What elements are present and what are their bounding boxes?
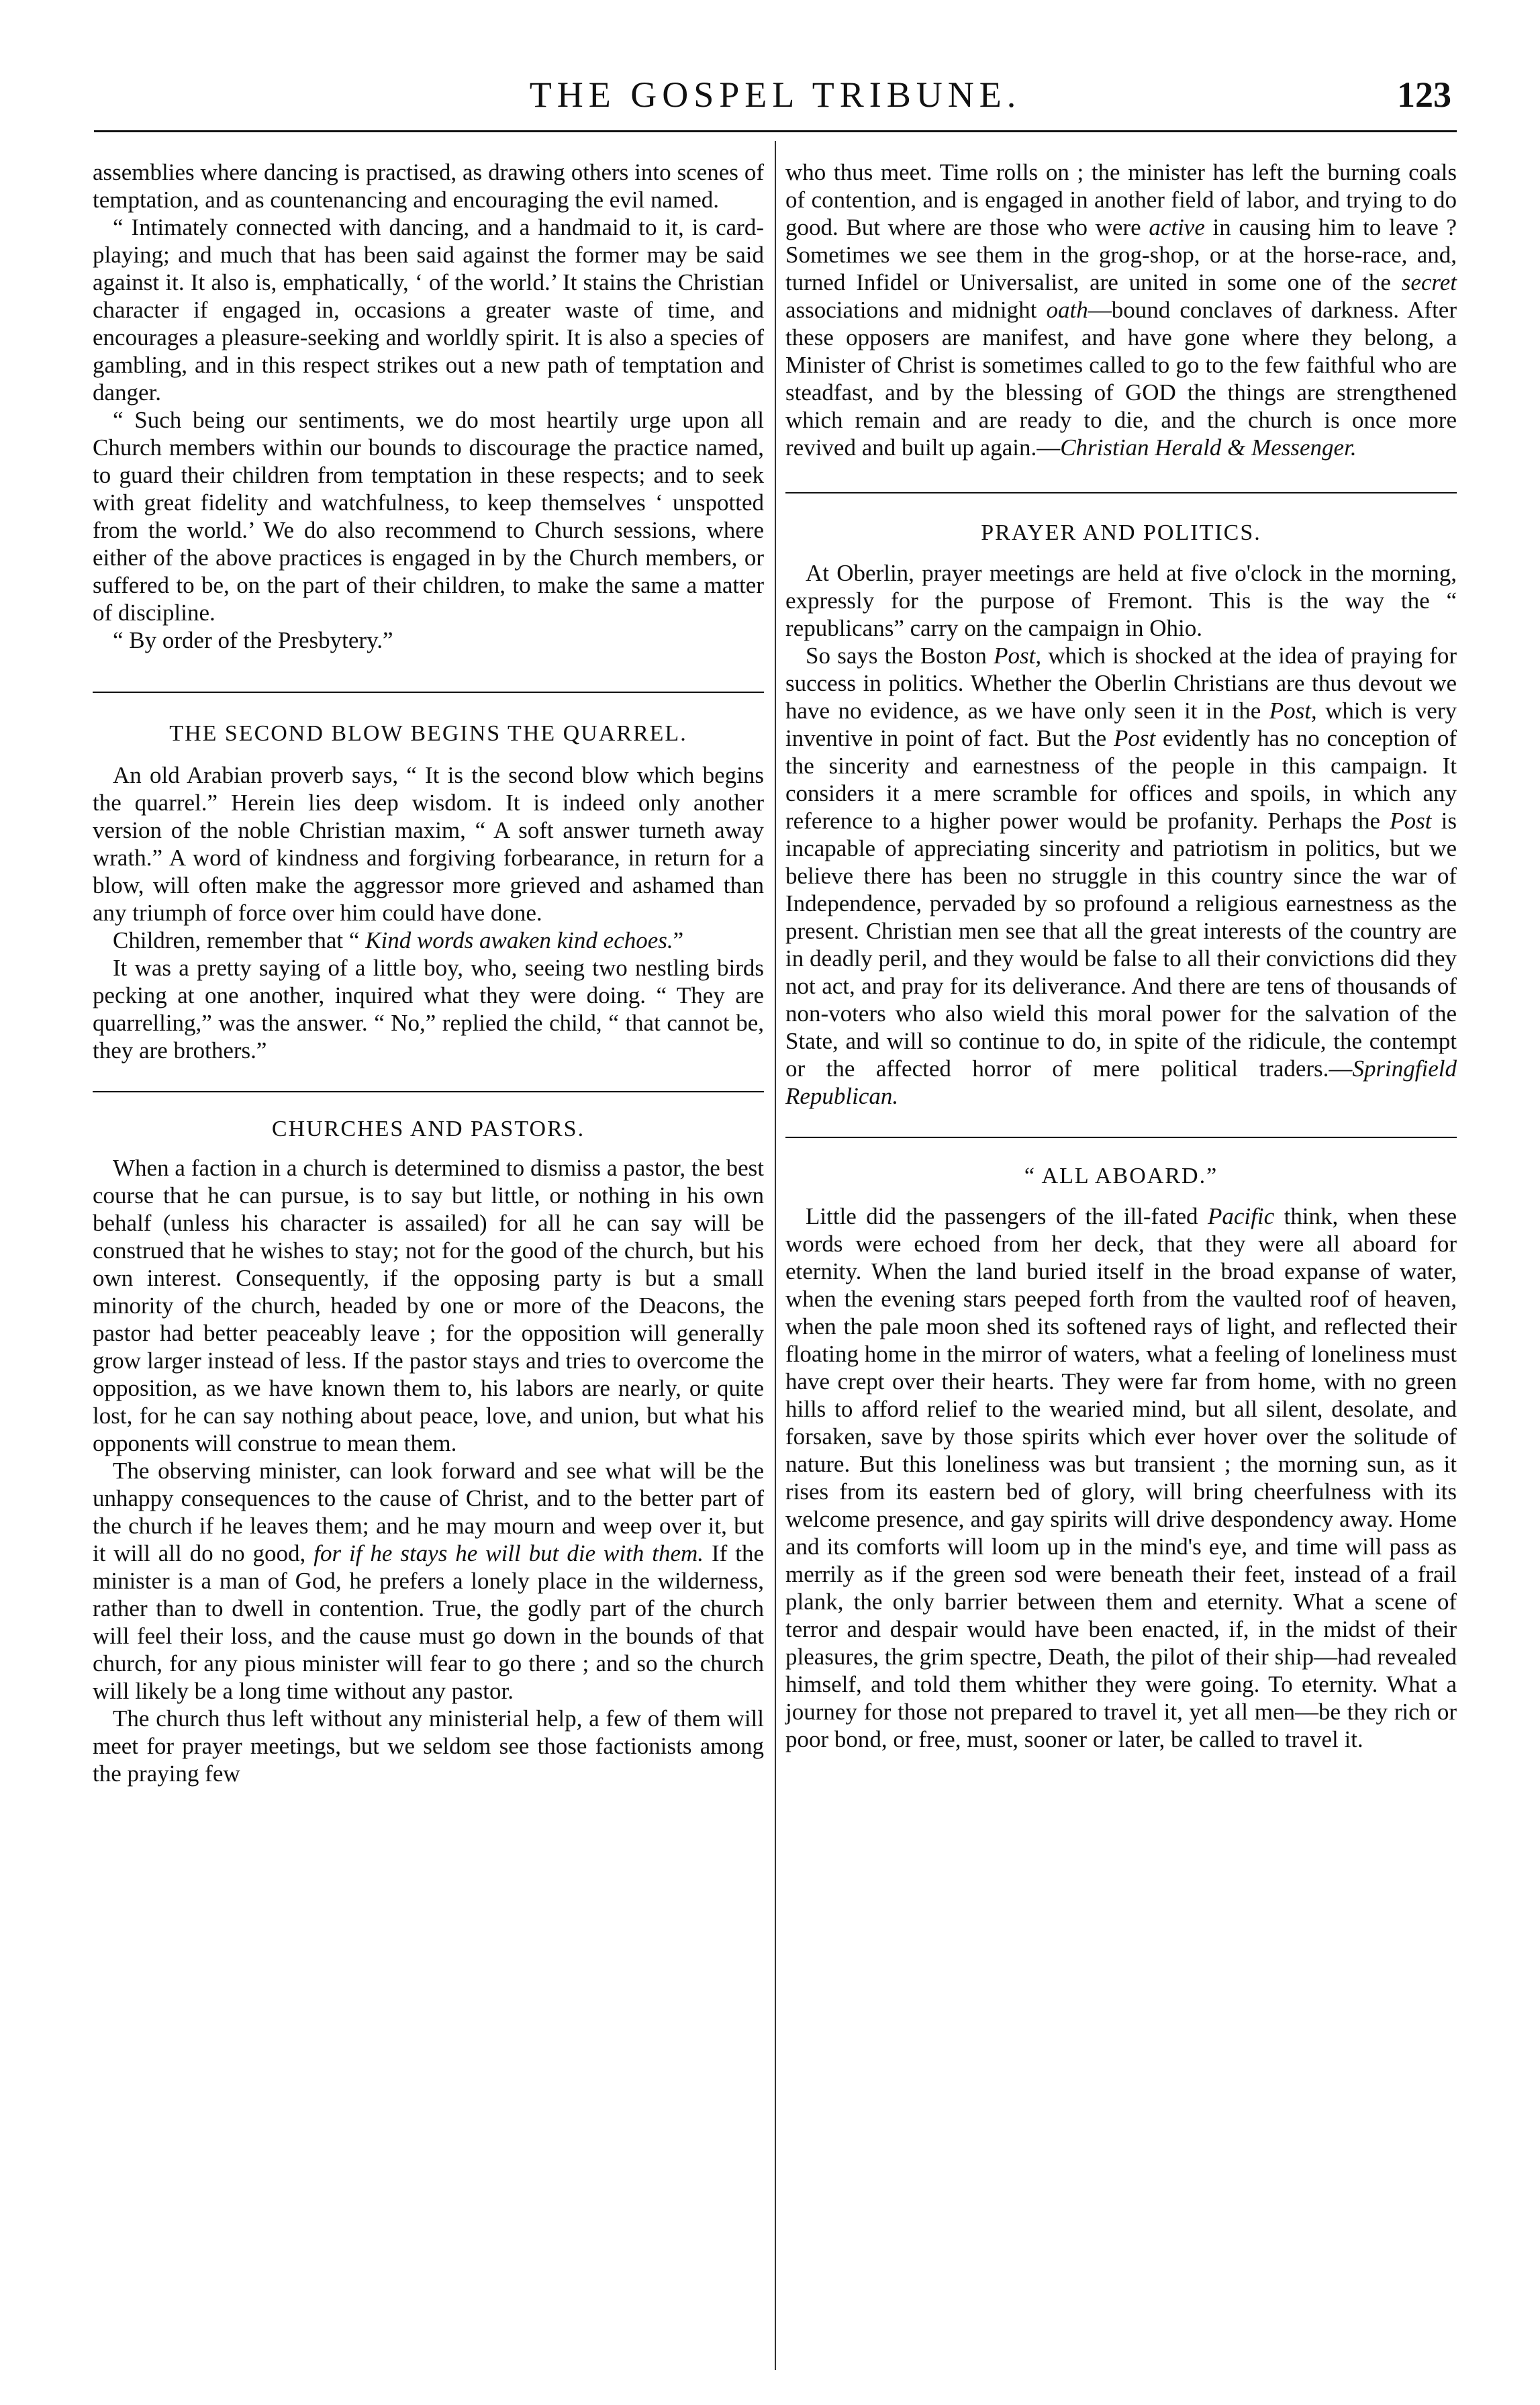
page-number: 123 — [1397, 75, 1451, 115]
running-title: THE GOSPEL TRIBUNE. — [529, 75, 1022, 115]
article-paragraph: An old Arabian proverb says, “ It is the second blow which begins the quarrel.” Herein lies deep wisdom. It is indeed only another version of the noble Christian maxim, “ A soft answer turneth away wrath.” A word of kindness and forgiving forbearance, in return for a blow, will often make the aggressor more grieved and ashamed than any triumph of force over him could have done. — [93, 762, 764, 926]
article-paragraph: So says the Boston Post, which is shocked at the idea of praying for success in politics. Whether the Oberlin Christians are thus devout we have no evidence, as we have only seen it in the Post, which is very inventive in point of fact. But the Post evidently has no conception of the sincerity and earnestness of the people in this campaign. It considers it a mere scramble for offices and spoils, in which any reference to a higher power would be profanity. Perhaps the Post is incapable of appreciating sincerity and patriotism in politics, but we believe there has been no struggle in this country since the war of Independence, pervaded by so profound a religious earnestness as the present. Christian men see that all the great interests of the country are in deadly peril, and they would be false to all their convictions did they not act, and pray for its deliverance. And there are tens of thousands of non-voters who also wield this moral power for the salvation of the State, and will so continue to do, in spite of the ridicule, the contempt or the affected horror of mere political traders.—Springfield Republican. — [785, 643, 1457, 1109]
running-header — [94, 64, 1457, 125]
article-paragraph: It was a pretty saying of a little boy, who, seeing two nestling birds pecking at one another, inquired what they were doing. “ They are quarrelling,” was the answer. “ No,” replied the child, “ that cannot be, they are brothers.” — [93, 955, 764, 1064]
article-paragraph: assemblies where dancing is practised, as drawing others into scenes of temptation, and as countenancing and encouraging the evil named. — [93, 159, 764, 213]
section-rule — [93, 1091, 764, 1092]
article-paragraph: “ Intimately connected with dancing, and a handmaid to it, is card-playing; and much that has been said against the former may be said against it. It also is, emphatically, ‘ of the world.’ It stains the Christian character if engaged in, occasions a greater waste of time, and encourages a pleasure-seeking and worldly spirit. It is also a species of gambling, and in this respect strikes out a new path of temptation and danger. — [93, 214, 764, 406]
article-paragraph: Children, remember that “ Kind words awaken kind echoes.” — [113, 927, 684, 953]
section-rule — [785, 1137, 1457, 1138]
article-paragraph: The church thus left without any ministerial help, a few of them will meet for prayer meetings, but we seldom see those factionists among the praying few — [93, 1705, 764, 1787]
article-paragraph: At Oberlin, prayer meetings are held at five o'clock in the morning, expressly for the purpose of Fremont. This is the way the “ republicans” carry on the campaign in Ohio. — [785, 560, 1457, 641]
section-rule — [93, 692, 764, 693]
article-signoff: “ By order of the Presbytery.” — [113, 627, 393, 653]
column-divider — [775, 141, 776, 2370]
article-paragraph: Little did the passengers of the ill-fated Pacific think, when these words were echoed from her deck, that they were all aboard for eternity. When the land buried itself in the broad expanse of water, when the evening stars peeped forth from the vaulted roof of heaven, when the pale moon shed its softened rays of light, and reflected their floating home in the mirror of waters, what a feeling of loneliness must have crept over their hearts. They were far from home, with no green hills to afford relief to the wearied mind, but all silent, desolate, and forsaken, save by those spirits which ever hover over the solitude of nature. But this loneliness was but transient ; the morning sun, as it rises from its eastern bed of glory, will bring cheerfulness with its welcome presence, and gay spirits will drive despondency away. Home and its comforts will loom up in the mind's eye, and time will pass as merrily as if the green sod were beneath their feet, instead of a frail plank, the only barrier between them and eternity. What a scene of terror and despair would have been enacted, if, in the midst of their pleasures, the grim spectre, Death, the pilot of their ship—had revealed himself, and told them whither they were going. To eternity. What a journey for those not prepared to travel it, yet all men—be they rich or poor bond, or free, must, sooner or later, be called to travel it. — [785, 1203, 1457, 1752]
left-column — [93, 145, 764, 1787]
section-heading: THE SECOND BLOW BEGINS THE QUARREL. — [169, 721, 687, 746]
section-heading: “ ALL ABOARD.” — [1024, 1164, 1218, 1188]
article-paragraph: The observing minister, can look forward and see what will be the unhappy consequences to the cause of Christ, and to the better part of the church if he leaves them; and he may mourn and weep over it, but it will all do no good, for if he stays he will but die with them. If the minister is a man of God, he prefers a lonely place in the wilderness, rather than to dwell in contention. True, the godly part of the church will feel their loss, and the cause must go down in the bounds of that church, for any pious minister will fear to go there ; and so the church will likely be a long time without any pastor. — [93, 1458, 764, 1704]
right-column — [785, 145, 1457, 1753]
article-paragraph: “ Such being our sentiments, we do most heartily urge upon all Church members within our bounds to discourage the practice named, to guard their children from temptation in these respects; and to seek with great fidelity and watchfulness, to keep themselves ‘ unspotted from the world.’ We do also recommend to Church sessions, where either of the above practices is engaged in by the Church members, or suffered to be, on the part of their children, to make the same a matter of discipline. — [93, 407, 764, 626]
section-rule — [785, 492, 1457, 493]
article-paragraph: who thus meet. Time rolls on ; the minister has left the burning coals of contention, and is engaged in another field of labor, and trying to do good. But where are those who were active in causing him to leave ? Sometimes we see them in the grog-shop, or at the horse-race, and, turned Infidel or Universalist, are united in some one of the secret associations and midnight oath—bound conclaves of darkness. After these opposers are manifest, and have gone where they belong, a Minister of Christ is sometimes called to go to the few faithful who are steadfast, and by the blessing of GOD the things are strengthened which remain and are ready to die, and the church is once more revived and built up again.—Christian Herald & Messenger. — [785, 159, 1457, 461]
article-paragraph: When a faction in a church is determined to dismiss a pastor, the best course that he can pursue, is to say but little, or nothing in his own behalf (unless his character is assailed) for all he can say will be construed that he wishes to stay; not for the good of the church, but his own interest. Consequently, if the opposing party is but a small minority of the church, headed by one or more of the Deacons, the pastor had better peaceably leave ; for the opposition will generally grow larger instead of less. If the pastor stays and tries to overcome the opposition, as we have known them to, his labors are nearly, or quite lost, for he can say nothing about peace, love, and union, but what his opponents will construe to mean them. — [93, 1155, 764, 1456]
section-heading: PRAYER AND POLITICS. — [981, 520, 1261, 545]
section-heading: CHURCHES AND PASTORS. — [271, 1117, 585, 1141]
header-rule — [94, 130, 1457, 132]
